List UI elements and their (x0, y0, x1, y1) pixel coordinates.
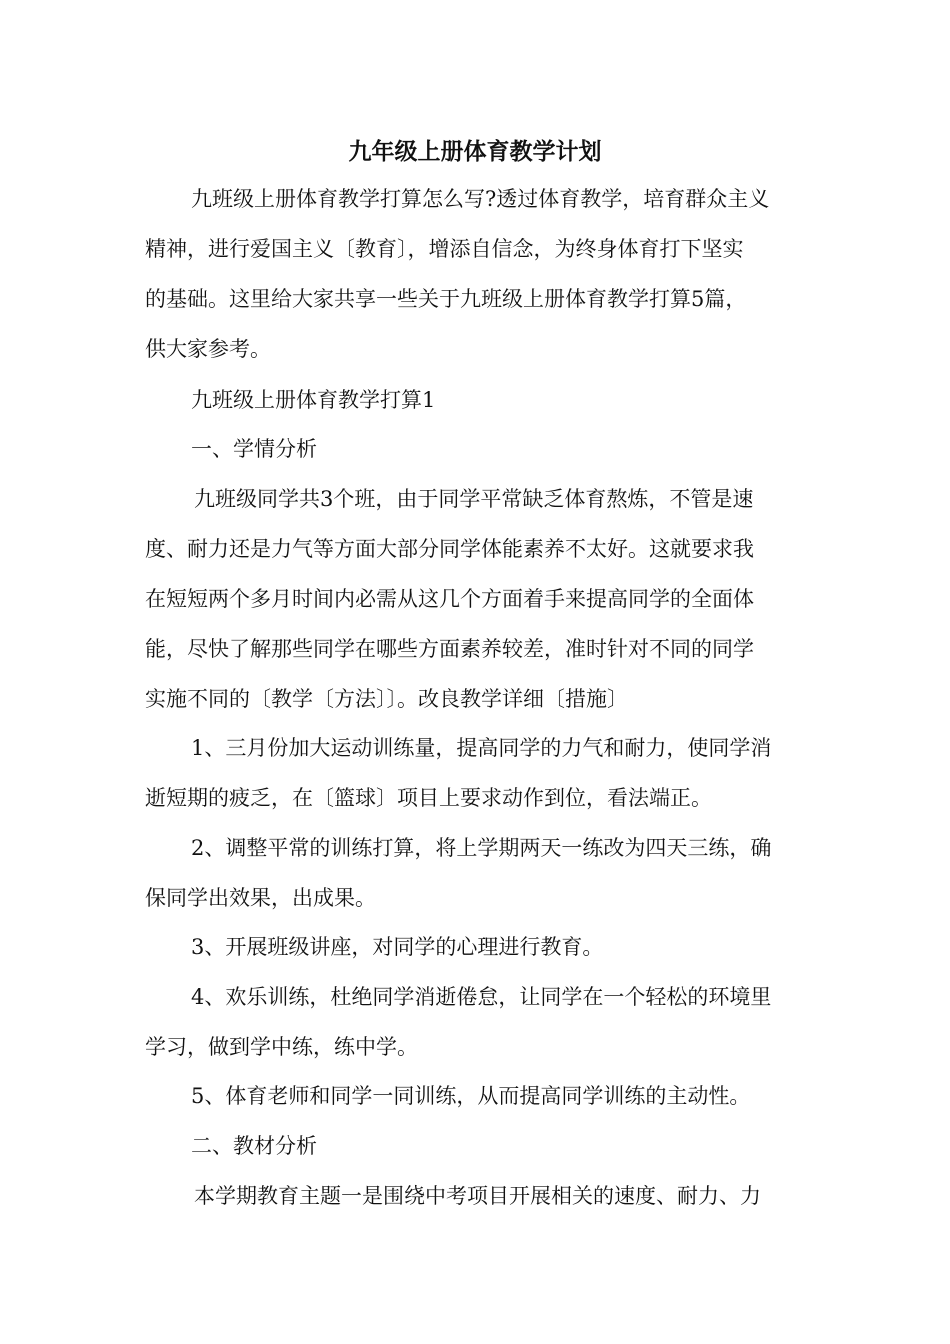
material-paragraph (145, 1171, 810, 1221)
measure-line: 保同学出效果，出成果。 (145, 886, 376, 910)
measure-3-paragraph (145, 922, 810, 972)
document-title: 九年级上册体育教学计划 (348, 138, 602, 165)
analysis-line: 度、耐力还是力气等方面大部分同学体能素养不太好。这就要求我 (145, 537, 754, 561)
measure-line: 逝短期的疲乏，在〔篮球〕项目上要求动作到位，看法端正。 (145, 786, 712, 810)
analysis-line: 在短短两个多月时间内必需从这几个方面着手来提高同学的全面体 (145, 587, 754, 611)
measure-line: 1、三月份加大运动训练量，提高同学的力气和耐力，使同学消 (191, 736, 772, 760)
heading-text: 一、学情分析 (191, 437, 317, 461)
measure-line: 5、体育老师和同学一同训练，从而提高同学训练的主动性。 (191, 1084, 751, 1108)
intro-line: 精神，进行爱国主义〔教育〕，增添自信念，为终身体育打下坚实 (145, 237, 744, 261)
heading-learning-analysis (145, 424, 810, 474)
heading-material-analysis (145, 1121, 810, 1171)
analysis-line: 九班级同学共3个班，由于同学平常缺乏体育熬炼，不管是速 (194, 487, 754, 511)
measure-line: 3、开展班级讲座，对同学的心理进行教育。 (191, 935, 604, 959)
measure-line: 学习，做到学中练，练中学。 (145, 1035, 418, 1059)
analysis-line: 实施不同的〔教学〔方法〕〕。改良教学详细〔措施〕 (145, 687, 628, 711)
measure-line: 4、欢乐训练，杜绝同学消逝倦怠，让同学在一个轻松的环境里 (191, 985, 772, 1009)
section-title (145, 375, 810, 425)
intro-line: 九班级上册体育教学打算怎么写?透过体育教学，培育群众主义 (191, 187, 770, 211)
measure-5-paragraph (145, 1071, 810, 1121)
material-line: 本学期教育主题一是围绕中考项目开展相关的速度、耐力、力 (194, 1184, 761, 1208)
measure-1-paragraph (145, 723, 810, 823)
analysis-paragraph (145, 474, 810, 724)
measure-4-paragraph (145, 972, 810, 1072)
heading-text: 二、教材分析 (191, 1134, 317, 1158)
intro-paragraph (145, 174, 810, 374)
intro-line: 供大家参考。 (145, 337, 271, 361)
measure-line: 2、调整平常的训练打算，将上学期两天一练改为四天三练，确 (191, 836, 772, 860)
measure-2-paragraph (145, 823, 810, 923)
analysis-line: 能，尽快了解那些同学在哪些方面素养较差，准时针对不同的同学 (145, 637, 754, 661)
section-title-text: 九班级上册体育教学打算1 (191, 388, 436, 412)
intro-line: 的基础。这里给大家共享一些关于九班级上册体育教学打算5篇， (145, 287, 747, 311)
